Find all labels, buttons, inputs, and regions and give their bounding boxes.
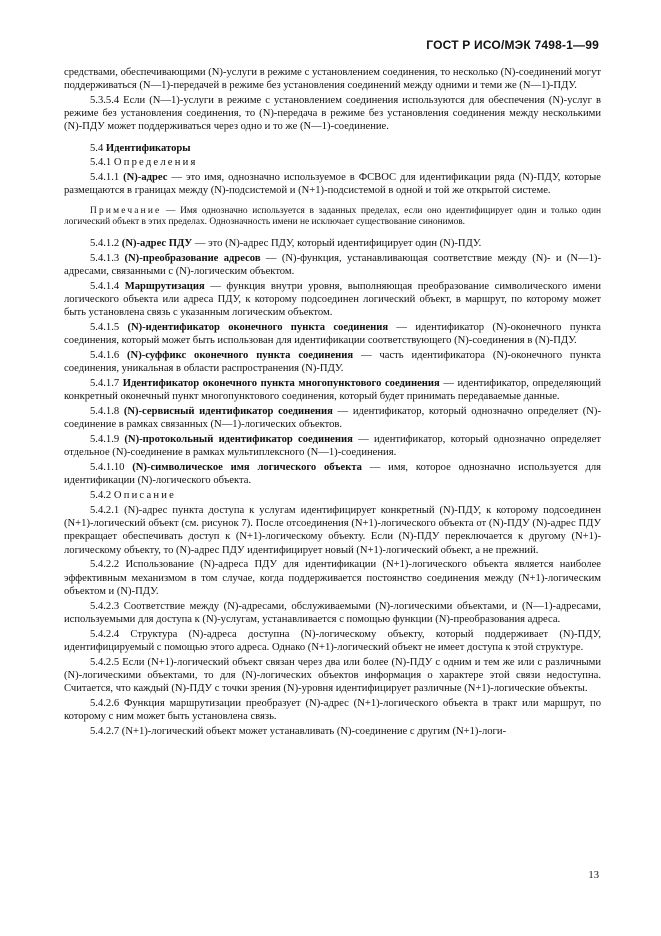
note-paragraph: Примечание — Имя однозначно используется в заданных пределах, если оно идентифицирует один и только один логический объект в этих пределах. Однозначность имени не исключает существование синонимов. bbox=[64, 205, 601, 228]
paragraph-continuation: средствами, обеспечивающими (N)-услуги в режиме с установлением соединения, то несколько (N)-соединений могут поддерживаться (N—1)-передачей в режиме без установления соединений между одними и теми же (N—1)-ПДУ. bbox=[64, 67, 601, 92]
description-5-4-2-7: 5.4.2.7 (N+1)-логический объект может устанавливать (N)-соединение с другим (N+1)-логи- bbox=[90, 725, 507, 737]
definition-5-4-1-4: 5.4.1.4 Маршрутизация — функция внутри уровня, выполняющая преобразование символического имени логического объекта или адреса ПДУ, к которому подсоединен логический объект, в маршрут, по которому может быть установлена связь с указанным логическим объектом. bbox=[64, 281, 602, 319]
definition-5-4-1-6: 5.4.1.6 (N)-суффикс оконечного пункта соединения — часть идентификатора (N)-оконечного пункта соединения, уникальная в области распространения (N)-ПДУ. bbox=[64, 350, 602, 375]
definition-5-4-1-10: 5.4.1.10 (N)-символическое имя логического объекта — имя, которое однозначно используется для идентификации (N)-логического объекта. bbox=[64, 462, 601, 487]
subsection-heading-5-4-1: 5.4.1 Определения bbox=[90, 157, 198, 169]
description-5-4-2-1: 5.4.2.1 (N)-адрес пункта доступа к услугам идентифицирует конкретный (N)-ПДУ, к которому подсоединен (N+1)-логический объект (см. рисунок 7). После отсоединения (N+1)-логического объекта от (N)-ПДУ (N)-адрес ПДУ прекращает обеспечивать доступ к (N+1)-логическому объекту. Если (N)-ПДУ переключается к другому (N+1)-логическому объекту, то (N)-адрес ПДУ идентифицирует новый (N+1)-логический объект, а не прежний. bbox=[64, 505, 601, 556]
section-heading-5-4: 5.4 Идентификаторы bbox=[90, 142, 191, 154]
description-5-4-2-6: 5.4.2.6 Функция маршрутизации преобразует (N)-адрес (N+1)-логического объекта в тракт или маршрут, по которому с ним может быть установлена связь. bbox=[64, 697, 601, 723]
definition-5-4-1-2: 5.4.1.2 (N)-адрес ПДУ — это (N)-адрес ПДУ, который идентифицирует один (N)-ПДУ. bbox=[90, 238, 482, 250]
definition-5-4-1-3: 5.4.1.3 (N)-преобразование адресов — (N)-функция, устанавливающая соответствие между (N)- и (N—1)-адресами, связанными с (N)-логическим объектом. bbox=[64, 253, 601, 278]
description-5-4-2-4: 5.4.2.4 Структура (N)-адреса доступна (N)-логическому объекту, который поддерживает (N)-ПДУ, идентифицируемый с помощью этого адреса. Однако (N+1)-логический объект не имеет доступа к этой структуре. bbox=[64, 628, 601, 653]
paragraph-5-3-5-4: 5.3.5.4 Если (N—1)-услуги в режиме с установлением соединения используются для обеспечения (N)-услуг в режиме без установления соединения, то (N)-передача в режиме без установления соединения между несколькими (N)-ПДУ может поддерживаться через одно и то же (N—1)-соединение. bbox=[64, 95, 601, 133]
page-number: 13 bbox=[588, 870, 599, 881]
definition-5-4-1-8: 5.4.1.8 (N)-сервисный идентификатор соединения — идентификатор, который однозначно определяет (N)-соединение в рамках связанных (N—1)-логических объектов. bbox=[64, 406, 601, 431]
description-5-4-2-5: 5.4.2.5 Если (N+1)-логический объект связан через два или более (N)-ПДУ с одним и тем же или с различными (N)-логическими объектами, то для (N)-логических объектов информация о характере этой связи недоступна. Считается, что каждый (N)-ПДУ с точки зрения (N)-уровня идентифицирует различные (N+1)-логические объекты. bbox=[64, 656, 601, 695]
description-5-4-2-3: 5.4.2.3 Соответствие между (N)-адресами, обслуживаемыми (N)-логическими объектами, и (N—1)-адресами, используемыми для доступа к (N)-услугам, устанавливается с помощью функции (N)-преобразования адреса. bbox=[64, 600, 601, 625]
subsection-heading-5-4-2: 5.4.2 Описание bbox=[90, 490, 177, 502]
definition-5-4-1-9: 5.4.1.9 (N)-протокольный идентификатор соединения — идентификатор, который однозначно определяет отдельное (N)-соединение в рамках мультиплексного (N—1)-соединения. bbox=[64, 434, 601, 459]
description-5-4-2-2: 5.4.2.2 Использование (N)-адреса ПДУ для идентификации (N+1)-логического объекта является наиболее эффективным механизмом в том случае, когда поддерживается постоянство соединения между (N+1)-логическим объектом и (N)-ПДУ. bbox=[64, 559, 601, 597]
definition-5-4-1-1: 5.4.1.1 (N)-адрес — это имя, однозначно используемое в ФСВОС для идентификации ряда (N)-ПДУ, которые размещаются в границах между (N)-подсистемой и (N+1)-подсистемой в одной и той же открытой системе. bbox=[64, 172, 601, 197]
definition-5-4-1-7: 5.4.1.7 Идентификатор оконечного пункта многопунктового соединения — идентификатор, определяющий конкретный оконечный пункт многопунктового соединения, который будет принимать передаваемые данные. bbox=[64, 378, 601, 403]
document-body bbox=[64, 66, 601, 740]
definition-5-4-1-5: 5.4.1.5 (N)-идентификатор оконечного пункта соединения — идентификатор (N)-оконечного пункта соединения, который может быть использован для идентификации соответствующего (N)-соединения в (N)-ПДУ. bbox=[64, 322, 601, 347]
document-header: ГОСТ Р ИСО/МЭК 7498-1—99 bbox=[426, 38, 599, 52]
